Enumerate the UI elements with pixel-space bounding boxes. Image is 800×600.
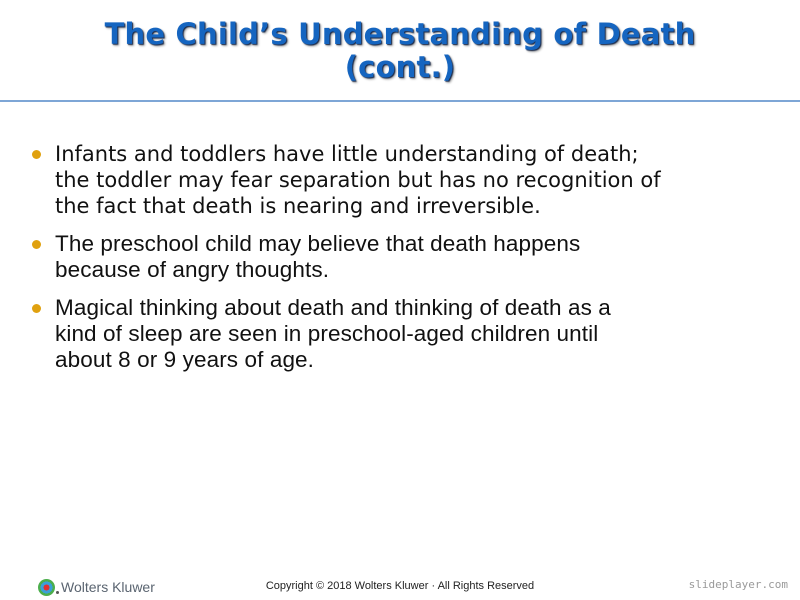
watermark: slideplayer.com <box>688 578 788 591</box>
bullet-line: The preschool child may believe that death happens <box>55 231 581 256</box>
bullet-line: because of angry thoughts. <box>55 257 330 282</box>
bullet-line: the fact that death is nearing and irreversible. <box>55 194 541 218</box>
bullet-dot-icon <box>32 304 41 313</box>
bullet-line: Infants and toddlers have little understanding of death; <box>55 142 639 166</box>
bullet-item <box>30 295 780 373</box>
bullet-line: the toddler may fear separation but has no recognition of <box>55 168 661 192</box>
logo-text: Wolters Kluwer <box>61 579 155 595</box>
bullet-list <box>30 141 780 385</box>
bullet-item <box>30 141 780 219</box>
bullet-line: about 8 or 9 years of age. <box>55 347 315 372</box>
bullet-dot-icon <box>32 150 41 159</box>
bullet-line: kind of sleep are seen in preschool-aged children until <box>55 321 599 346</box>
bullet-dot-icon <box>32 240 41 249</box>
bullet-item <box>30 231 780 283</box>
title-divider <box>0 100 800 102</box>
copyright-notice: Copyright © 2018 Wolters Kluwer · All Rights Reserved <box>265 580 535 592</box>
slide-title-line-1: The Child’s Understanding of Death <box>104 17 696 51</box>
bullet-line: Magical thinking about death and thinking of death as a <box>55 295 611 320</box>
slide-title <box>0 18 800 84</box>
slide-title-line-2: (cont.) <box>344 50 456 84</box>
